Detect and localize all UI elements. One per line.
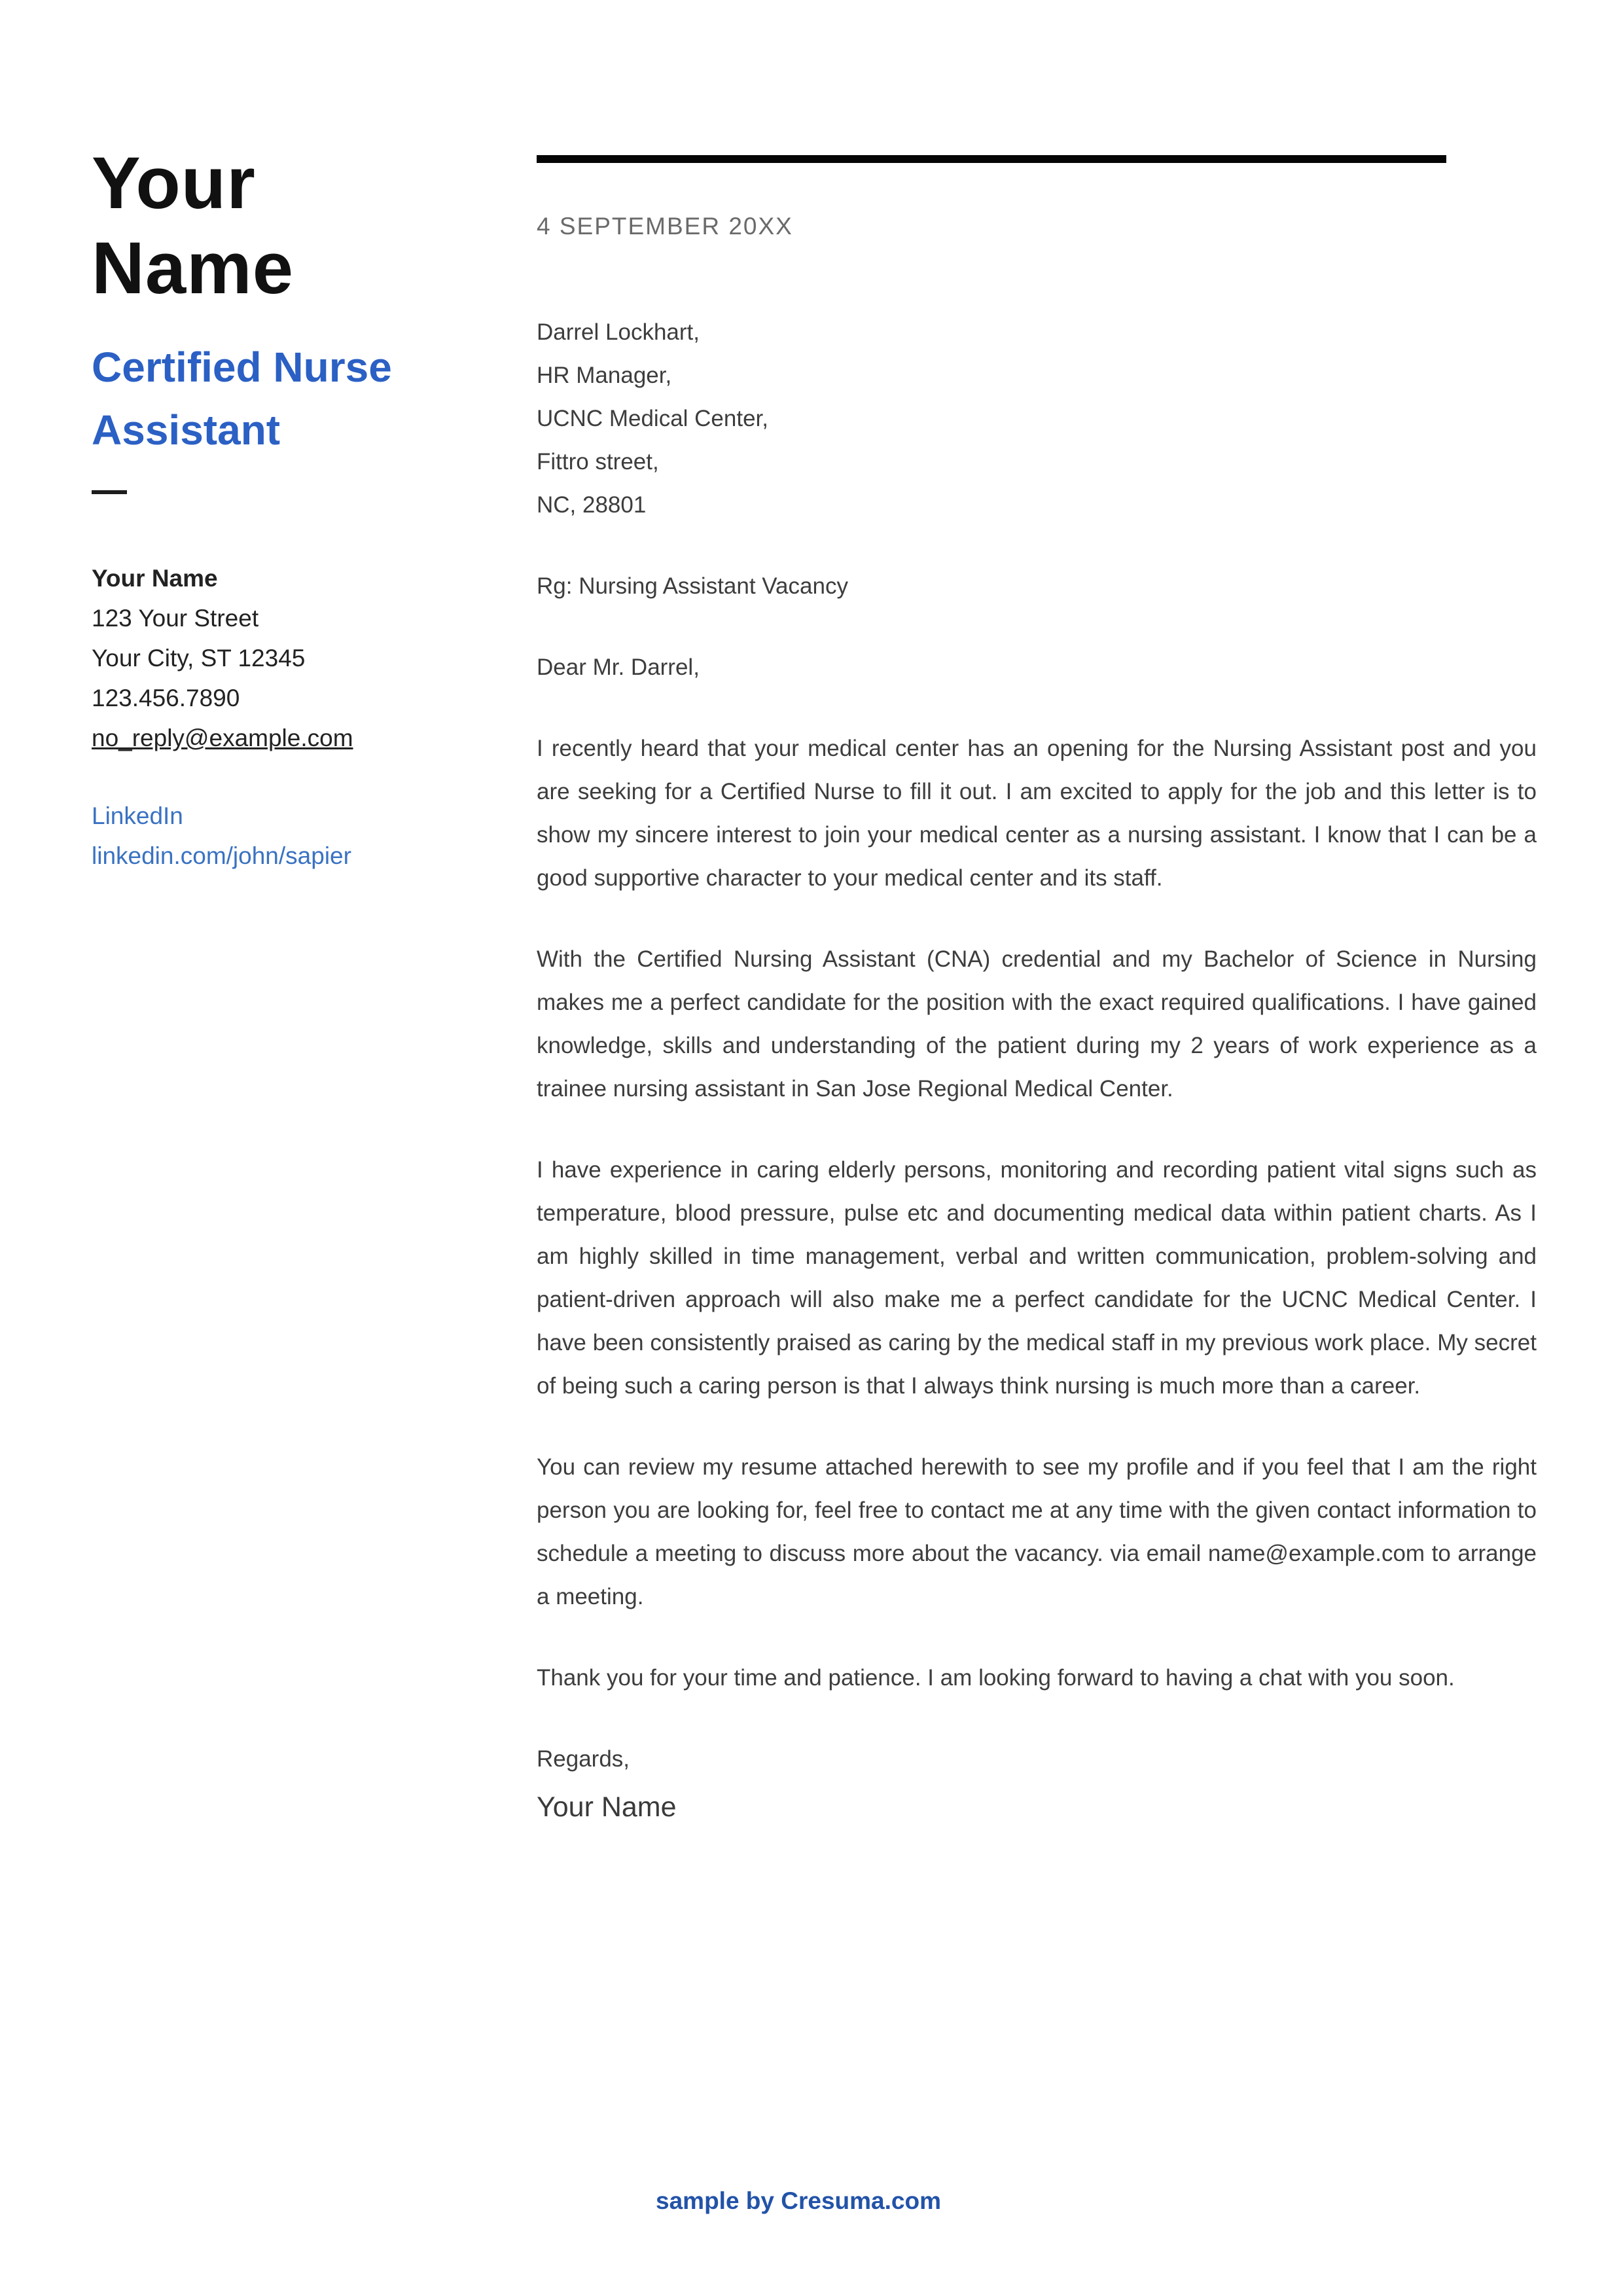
job-title-line1: Certified Nurse xyxy=(92,344,392,391)
recipient-role: HR Manager, xyxy=(537,363,672,388)
footer-credit-link[interactable]: sample by Cresuma.com xyxy=(656,2187,941,2214)
recipient-organization: UCNC Medical Center, xyxy=(537,406,768,431)
contact-city: Your City, ST 12345 xyxy=(92,645,306,672)
recipient-street: Fittro street, xyxy=(537,449,659,475)
header-rule-bar xyxy=(537,155,1446,163)
contact-street: 123 Your Street xyxy=(92,605,259,632)
recipient-state-zip: NC, 28801 xyxy=(537,492,647,518)
job-title-heading xyxy=(92,336,484,461)
paragraph-call-to-action: You can review my resume attached herewith to see my profile and if you feel that I am the right person you are looking for, feel free to contact me at any time with the given contact information to schedule a meeting to discuss more about the vacancy. via email name@example.com to arrange a meeting. xyxy=(537,1454,1537,1609)
linkedin-url-link[interactable]: linkedin.com/john/sapier xyxy=(92,842,351,869)
applicant-name-line2: Name xyxy=(92,227,294,309)
divider-dash xyxy=(92,490,127,494)
job-title-line2: Assistant xyxy=(92,406,281,454)
closing-line: Regards, xyxy=(537,1746,630,1772)
applicant-name-line1: Your xyxy=(92,142,256,224)
paragraph-thanks: Thank you for your time and patience. I am looking forward to having a chat with you soon. xyxy=(537,1665,1455,1691)
contact-email-link[interactable]: no_reply@example.com xyxy=(92,725,353,751)
recipient-address-block xyxy=(537,311,1537,527)
applicant-name-heading xyxy=(92,141,484,311)
letter-date: 4 SEPTEMBER 20XX xyxy=(537,213,793,240)
contact-phone: 123.456.7890 xyxy=(92,685,240,711)
sidebar xyxy=(92,141,484,876)
recipient-name: Darrel Lockhart, xyxy=(537,319,700,345)
letter-body-column xyxy=(537,155,1537,1827)
linkedin-label-link[interactable]: LinkedIn xyxy=(92,802,183,829)
linkedin-block xyxy=(92,796,484,876)
paragraph-experience: I have experience in caring elderly persons, monitoring and recording patient vital signs such as temperature, blood pressure, pulse etc and documenting medical data within patient charts. As I am highly skilled in time management, verbal and written communication, problem-solving and patient-driven approach will also make me a perfect candidate for the UCNC Medical Center. I have been consistently praised as caring by the medical staff in my previous work place. My secret of being such a caring person is that I always think nursing is much more than a career. xyxy=(537,1157,1537,1399)
contact-block xyxy=(92,558,484,758)
signature-name: Your Name xyxy=(537,1791,677,1823)
paragraph-credentials: With the Certified Nursing Assistant (CNA) credential and my Bachelor of Science in Nursing makes me a perfect candidate for the position with the exact required qualifications. I have gained knowledge, skills and understanding of the patient during my 2 years of work experience as a trainee nursing assistant in San Jose Regional Medical Center. xyxy=(537,946,1537,1102)
footer xyxy=(0,2187,1597,2215)
greeting-line: Dear Mr. Darrel, xyxy=(537,655,700,680)
contact-name: Your Name xyxy=(92,565,218,592)
subject-line: Rg: Nursing Assistant Vacancy xyxy=(537,573,848,599)
paragraph-intro: I recently heard that your medical center has an opening for the Nursing Assistant post and you are seeking for a Certified Nurse to fill it out. I am excited to apply for the job and this letter is to show my sincere interest to join your medical center as a nursing assistant. I know that I can be a good supportive character to your medical center and its staff. xyxy=(537,736,1537,891)
